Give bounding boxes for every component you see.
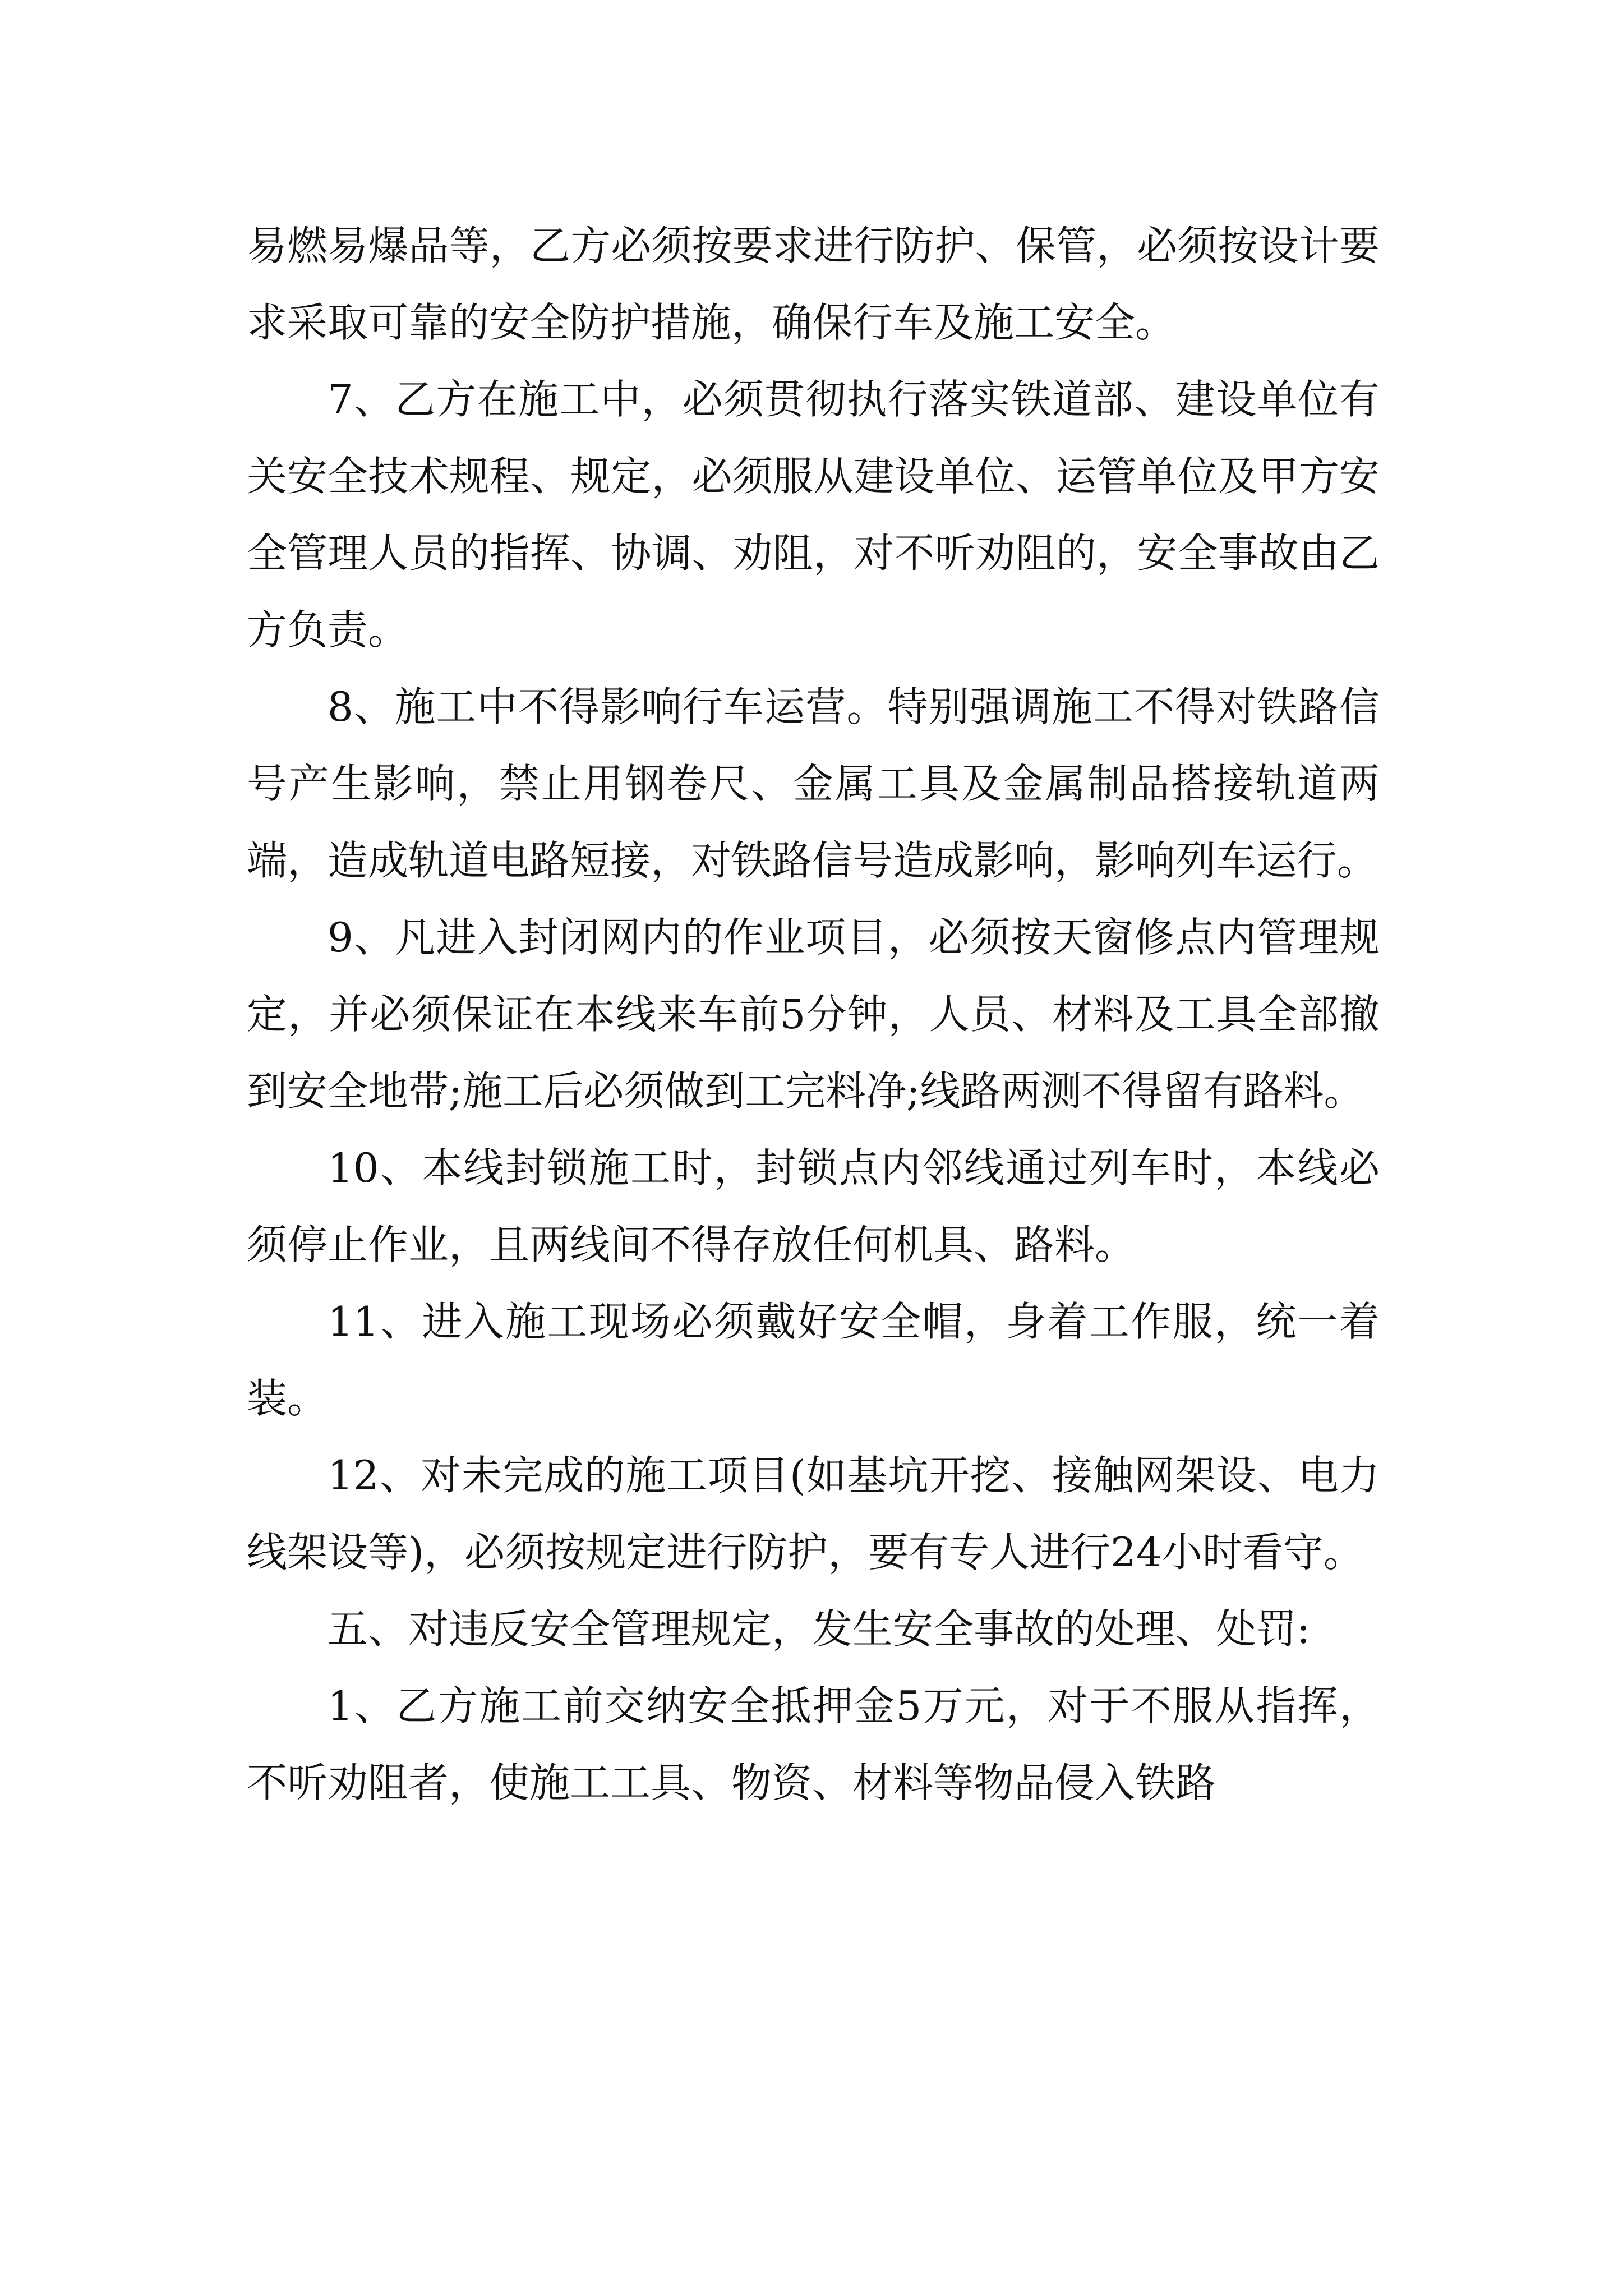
paragraph-section5-item-1: 1、乙方施工前交纳安全抵押金5万元，对于不服从指挥，不听劝阻者，使施工工具、物资、材料等物品侵入铁路: [247, 1682, 1380, 1806]
paragraph-item-12: 12、对未完成的施工项目(如基坑开挖、接触网架设、电力线架设等)，必须按规定进行防护，要有专人进行24小时看守。: [247, 1452, 1380, 1576]
paragraph-item-10: 10、本线封锁施工时，封锁点内邻线通过列车时，本线必须停止作业，且两线间不得存放任何机具、路料。: [247, 1144, 1380, 1268]
document-page: [247, 208, 1380, 1821]
section-heading-5: 五、对违反安全管理规定，发生安全事故的处理、处罚:: [328, 1605, 1311, 1653]
paragraph-item-7: 7、乙方在施工中，必须贯彻执行落实铁道部、建设单位有关安全技术规程、规定，必须服从建设单位、运管单位及甲方安全管理人员的指挥、协调、劝阻，对不听劝阻的，安全事故由乙方负责。: [247, 376, 1380, 654]
paragraph-continuation: 易燃易爆品等，乙方必须按要求进行防护、保管，必须按设计要求采取可靠的安全防护措施，确保行车及施工安全。: [247, 222, 1380, 346]
paragraph-item-8: 8、施工中不得影响行车运营。特别强调施工不得对铁路信号产生影响，禁止用钢卷尺、金属工具及金属制品搭接轨道两端，造成轨道电路短接，对铁路信号造成影响，影响列车运行。: [247, 683, 1380, 884]
paragraph-item-11: 11、进入施工现场必须戴好安全帽，身着工作服，统一着装。: [247, 1298, 1380, 1422]
paragraph-item-9: 9、凡进入封闭网内的作业项目，必须按天窗修点内管理规定，并必须保证在本线来车前5分钟，人员、材料及工具全部撤到安全地带;施工后必须做到工完料净;线路两测不得留有路料。: [247, 914, 1380, 1115]
